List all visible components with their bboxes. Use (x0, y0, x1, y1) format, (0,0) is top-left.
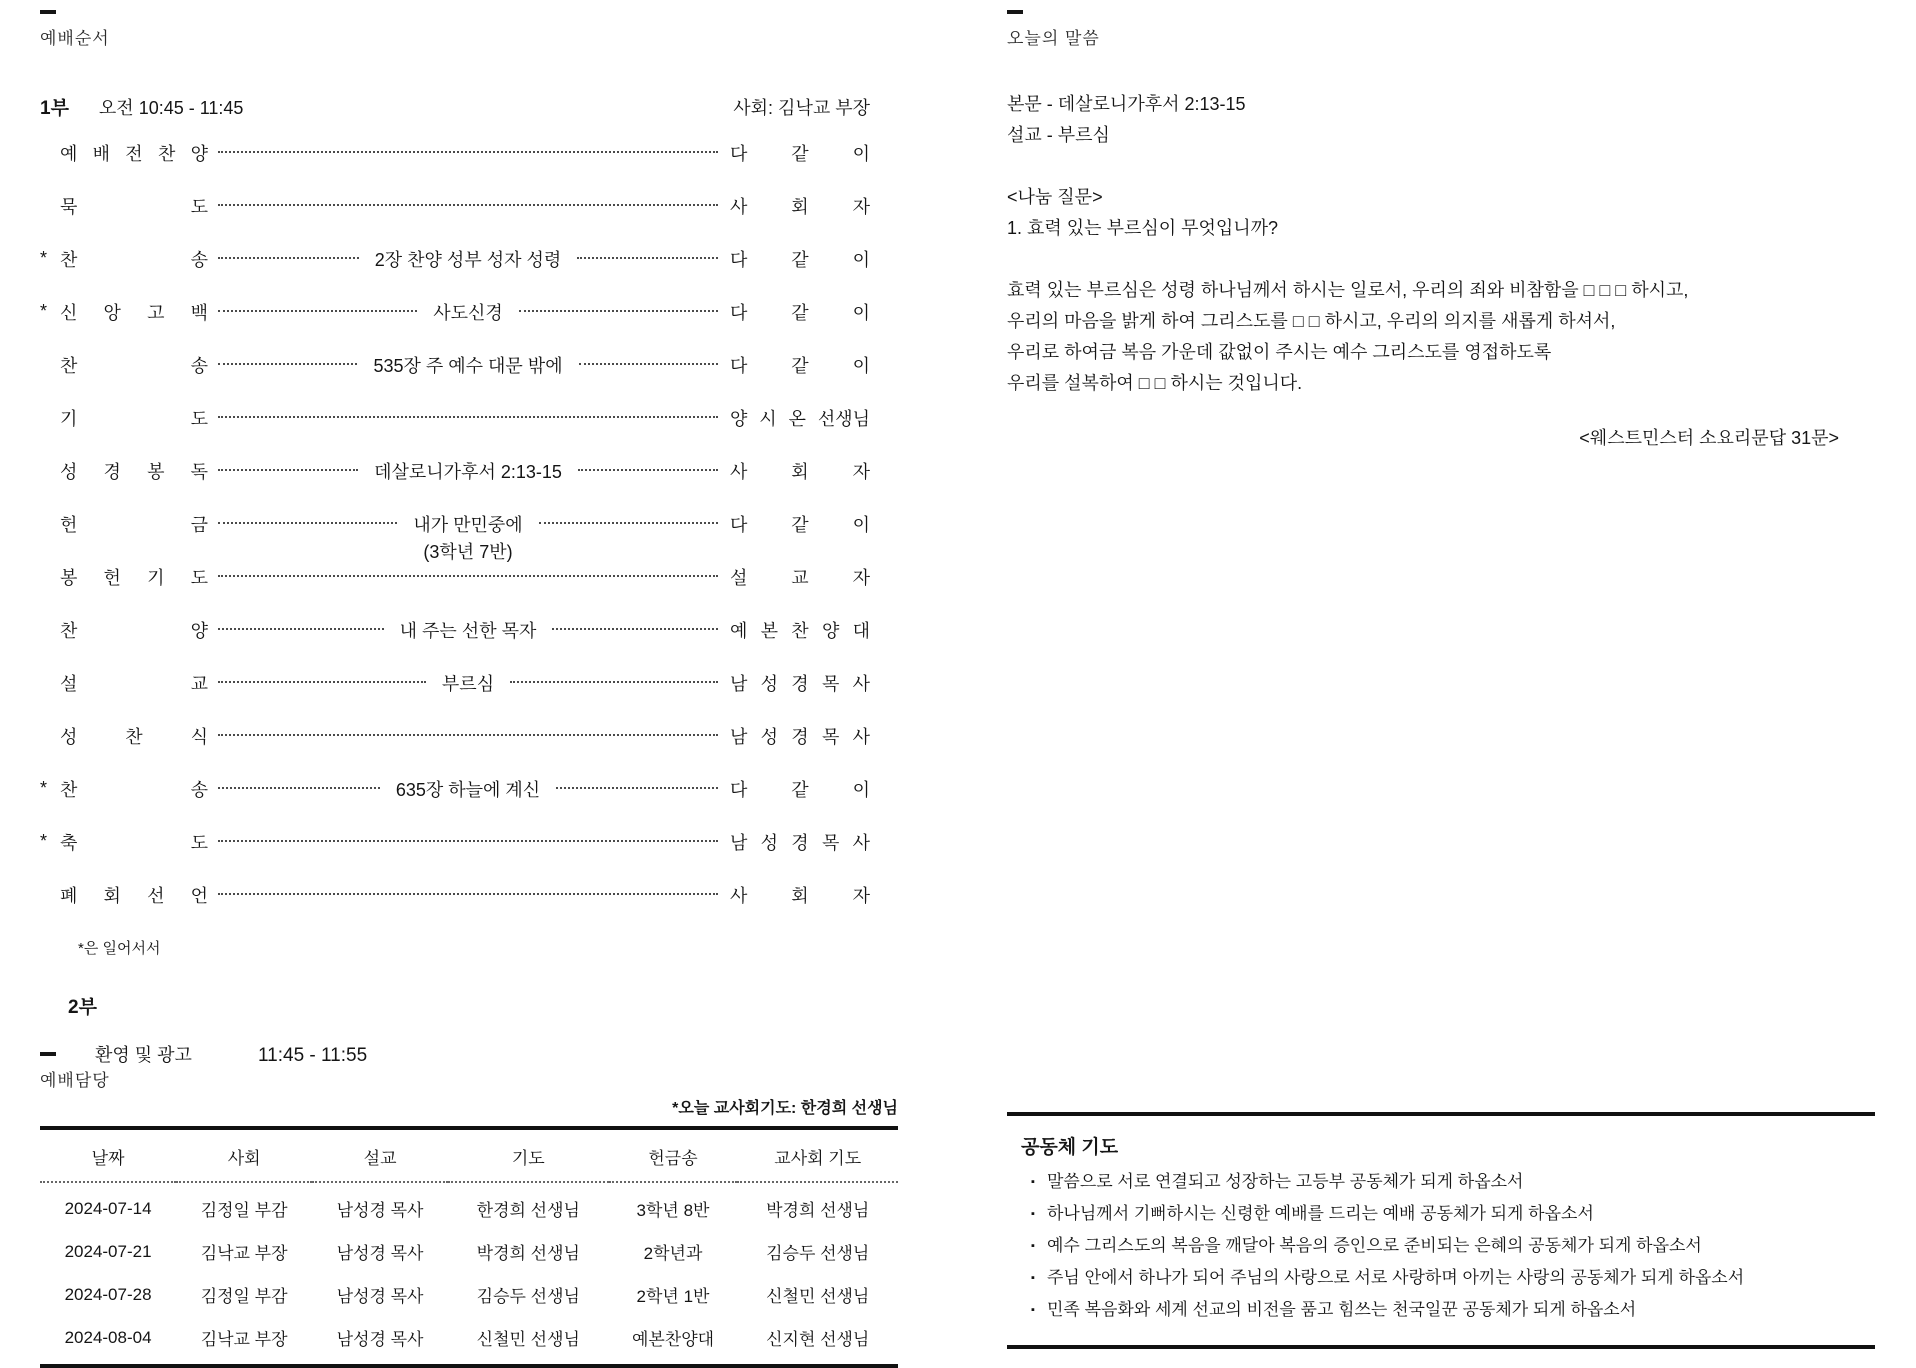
part1-label: 1부 (40, 98, 69, 119)
order-center-subtext: (3학년 7반) (423, 541, 513, 562)
prayer-item (1031, 1171, 1875, 1193)
assignments-title: 예배담당 (40, 1071, 110, 1090)
part2-item: 환영 및 광고 (95, 1045, 192, 1065)
section-dash-icon (40, 10, 56, 14)
order-row (40, 815, 870, 868)
table-cell: 2024-07-14 (64, 1198, 152, 1218)
order-center-text: 내가 만민중에 (3학년 7반) (397, 511, 538, 537)
order-row (40, 179, 870, 232)
dotted-leader-line (218, 522, 397, 524)
order-leader (218, 352, 718, 378)
square-bullet-icon: ▪ (1031, 1240, 1035, 1252)
dotted-leader-line (556, 787, 718, 789)
order-role-label: 다 같 이 (730, 249, 870, 270)
order-row (40, 868, 870, 921)
table-cell: 한경희 선생님 (476, 1201, 580, 1220)
order-leader (218, 776, 718, 802)
order-role-label: 다 같 이 (730, 514, 870, 535)
order-wrap (40, 93, 898, 1067)
order-item-label: 축 도 (60, 832, 208, 853)
order-item-label: 찬 송 (60, 779, 208, 800)
order-row (40, 391, 870, 444)
order-role-label: 사 회 자 (730, 461, 870, 482)
standing-footnote: *은 일어서서 (78, 940, 161, 957)
table-cell: 남성경 목사 (336, 1330, 424, 1349)
dotted-leader-line (218, 204, 718, 206)
todays-word-content (1007, 89, 1875, 454)
order-row (40, 497, 870, 562)
table-cell: 2학년과 (643, 1244, 703, 1263)
dotted-leader-line (218, 151, 718, 153)
prayer-item (1031, 1235, 1875, 1257)
table-cell: 박경희 선생님 (476, 1244, 580, 1263)
order-role-label: 양 시 온 선생님 (730, 408, 870, 429)
order-leader (218, 670, 718, 696)
dotted-leader-line (519, 310, 718, 312)
teacher-prayer-note: *오늘 교사회기도: 한경희 선생님 (672, 1100, 898, 1117)
scripture-line: 본문 - 데살로니가후서 2:13-15 (1007, 94, 1246, 114)
dotted-leader-line (578, 469, 718, 471)
dotted-leader-line (579, 363, 718, 365)
dotted-leader-line (218, 257, 359, 259)
prayer-item (1031, 1203, 1875, 1225)
order-leader (218, 841, 718, 843)
square-bullet-icon: ▪ (1031, 1208, 1035, 1220)
square-bullet-icon: ▪ (1031, 1304, 1035, 1316)
prayer-item-text: 하나님께서 기뻐하시는 신령한 예배를 드리는 예배 공동체가 되게 하옵소서 (1047, 1204, 1594, 1223)
dotted-leader-line (552, 628, 718, 630)
order-row (40, 709, 870, 762)
standing-star-marker: * (40, 778, 48, 798)
order-role-label: 설 교 자 (730, 567, 870, 588)
table-cell: 남성경 목사 (336, 1201, 424, 1220)
order-role-label: 예 본 찬 양 대 (730, 620, 870, 641)
dotted-leader-line (218, 893, 718, 895)
dotted-leader-line (218, 840, 718, 842)
table-cell: 박경희 선생님 (766, 1201, 870, 1220)
section-dash-icon (1007, 10, 1023, 14)
catechism-answer (1007, 275, 1875, 399)
dotted-leader-line (218, 681, 426, 683)
order-center-text: 내 주는 선한 목자 (399, 620, 537, 641)
community-prayer-list (1007, 1171, 1875, 1321)
dotted-leader-line (218, 575, 718, 577)
table-cell: 김승두 선생님 (476, 1287, 580, 1306)
order-item-label: 성 경 봉 독 (60, 461, 208, 482)
assignments-column-header: 교사회 기도 (737, 1128, 898, 1182)
table-cell: 예본찬양대 (631, 1330, 715, 1349)
order-row (40, 285, 870, 338)
order-center-text: 데살로니가후서 2:13-15 (374, 461, 562, 482)
order-role-label: 남 성 경 목 사 (730, 673, 870, 694)
order-leader (218, 299, 718, 325)
order-item-label: 찬 송 (60, 355, 208, 376)
assignments-column-header: 설교 (312, 1128, 448, 1182)
square-bullet-icon: ▪ (1031, 1272, 1035, 1284)
community-prayer-section (1007, 1112, 1875, 1349)
order-leader (218, 576, 718, 578)
sermon-line: 설교 - 부르심 (1007, 125, 1110, 145)
order-rows (40, 126, 870, 921)
order-row (40, 656, 870, 709)
standing-star-marker: * (40, 831, 48, 851)
order-item-label: 찬 양 (60, 620, 208, 641)
part1-header (40, 93, 870, 120)
dotted-leader-line (218, 734, 718, 736)
assignments-section (40, 1052, 898, 1368)
dotted-leader-line (218, 628, 384, 630)
table-row (40, 1316, 898, 1366)
part1-mc: 사회: 김낙교 부장 (733, 98, 870, 118)
order-item-label: 예 배 전 찬 양 (60, 143, 208, 164)
dotted-leader-line (510, 681, 718, 683)
standing-star-marker: * (40, 248, 48, 268)
order-item-label: 폐 회 선 언 (60, 885, 208, 906)
dotted-leader-line (218, 416, 718, 418)
order-item-label: 성 찬 식 (60, 726, 208, 747)
assignments-column-header: 사회 (176, 1128, 312, 1182)
order-item-label: 헌 금 (60, 514, 208, 535)
order-row (40, 232, 870, 285)
standing-star-marker: * (40, 301, 48, 321)
answer-line: 우리로 하여금 복음 가운데 값없이 주시는 예수 그리스도를 영접하도록 (1007, 342, 1552, 362)
order-item-label: 신 앙 고 백 (60, 302, 208, 323)
prayer-item (1031, 1299, 1875, 1321)
order-row (40, 603, 870, 656)
order-role-label: 남 성 경 목 사 (730, 832, 870, 853)
table-cell: 2024-07-21 (64, 1241, 152, 1261)
part1-time: 오전 10:45 - 11:45 (98, 98, 244, 118)
dotted-leader-line (218, 469, 358, 471)
todays-word-title: 오늘의 말씀 (1007, 29, 1100, 48)
square-bullet-icon: ▪ (1031, 1176, 1035, 1188)
table-cell: 김정일 부감 (200, 1201, 288, 1220)
prayer-item-text: 주님 안에서 하나가 되어 주님의 사랑으로 서로 사랑하며 아끼는 사랑의 공동체가 되게 하옵소서 (1047, 1268, 1745, 1287)
order-row (40, 338, 870, 391)
table-cell: 김승두 선생님 (766, 1244, 870, 1263)
table-cell: 김정일 부감 (200, 1287, 288, 1306)
todays-word-section (1007, 10, 1875, 454)
order-role-label: 사 회 자 (730, 885, 870, 906)
table-cell: 신철민 선생님 (766, 1287, 870, 1306)
table-row (40, 1230, 898, 1273)
dotted-leader-line (218, 787, 380, 789)
order-role-label: 다 같 이 (730, 143, 870, 164)
order-item-label: 봉 헌 기 도 (60, 567, 208, 588)
dotted-leader-line (577, 257, 718, 259)
order-center-text: 2장 찬양 성부 성자 성령 (374, 249, 562, 270)
order-role-label: 사 회 자 (730, 196, 870, 217)
table-cell: 남성경 목사 (336, 1244, 424, 1263)
assignments-table (40, 1126, 898, 1368)
answer-line: 효력 있는 부르심은 성령 하나님께서 하시는 일로서, 우리의 죄와 비참함을 □ □ □ 하시고, (1007, 280, 1689, 300)
order-role-label: 다 같 이 (730, 302, 870, 323)
order-center-text: 사도신경 (433, 302, 503, 323)
table-cell: 2024-07-28 (64, 1284, 152, 1304)
prayer-item-text: 예수 그리스도의 복음을 깨달아 복음의 증인으로 준비되는 은혜의 공동체가 되게 하옵소서 (1047, 1236, 1702, 1255)
section-dash-icon (40, 1052, 56, 1056)
order-leader (218, 617, 718, 643)
assignments-column-header: 날짜 (40, 1128, 176, 1182)
worship-order-section (40, 10, 898, 1067)
prayer-item-text: 민족 복음화와 세계 선교의 비전을 품고 힘쓰는 천국일꾼 공동체가 되게 하옵소서 (1047, 1300, 1637, 1319)
catechism-citation: <웨스트민스터 소요리문답 31문> (1579, 428, 1839, 448)
table-row (40, 1182, 898, 1230)
order-leader (218, 894, 718, 896)
order-row (40, 126, 870, 179)
order-item-label: 기 도 (60, 408, 208, 429)
order-row (40, 762, 870, 815)
order-leader (218, 417, 718, 419)
table-cell: 2학년 1반 (636, 1287, 710, 1306)
order-center-text: 부르심 (441, 673, 495, 694)
order-role-label: 남 성 경 목 사 (730, 726, 870, 747)
assignments-header-row (40, 1128, 898, 1182)
question-header: <나눔 질문> (1007, 187, 1103, 207)
part2-label: 2부 (68, 997, 97, 1018)
order-item-label: 찬 송 (60, 249, 208, 270)
prayer-item-text: 말씀으로 서로 연결되고 성장하는 고등부 공동체가 되게 하옵소서 (1047, 1172, 1524, 1191)
order-center-text: 635장 하늘에 계신 (395, 779, 541, 800)
order-item-label: 설 교 (60, 673, 208, 694)
answer-line: 우리의 마음을 밝게 하여 그리스도를 □ □ 하시고, 우리의 의지를 새롭게 하셔서, (1007, 311, 1616, 331)
dotted-leader-line (218, 310, 417, 312)
part2-time: 11:45 - 11:55 (258, 1045, 368, 1066)
question-1: 1. 효력 있는 부르심이 무엇입니까? (1007, 218, 1279, 238)
order-row (40, 444, 870, 497)
community-prayer-title: 공동체 기도 (1021, 1137, 1119, 1158)
order-leader (218, 152, 718, 154)
table-cell: 김낙교 부장 (200, 1244, 288, 1263)
order-role-label: 다 같 이 (730, 355, 870, 376)
table-cell: 2024-08-04 (64, 1327, 152, 1347)
table-cell: 신지현 선생님 (766, 1330, 870, 1349)
order-leader (218, 735, 718, 737)
table-row (40, 1273, 898, 1316)
answer-line: 우리를 설복하여 □ □ 하시는 것입니다. (1007, 373, 1303, 393)
table-cell: 3학년 8반 (636, 1201, 710, 1220)
prayer-item (1031, 1267, 1875, 1289)
order-leader (218, 511, 718, 562)
order-leader (218, 458, 718, 484)
dotted-leader-line (218, 363, 357, 365)
order-leader (218, 205, 718, 207)
assignments-column-header: 헌금송 (609, 1128, 738, 1182)
order-item-label: 묵 도 (60, 196, 208, 217)
worship-order-title: 예배순서 (40, 29, 110, 48)
table-cell: 신철민 선생님 (476, 1330, 580, 1349)
table-cell: 김낙교 부장 (200, 1330, 288, 1349)
order-leader (218, 246, 718, 272)
dotted-leader-line (539, 522, 718, 524)
table-cell: 남성경 목사 (336, 1287, 424, 1306)
order-center-text: 535장 주 예수 대문 밖에 (373, 355, 563, 376)
assignments-column-header: 기도 (448, 1128, 609, 1182)
order-role-label: 다 같 이 (730, 779, 870, 800)
